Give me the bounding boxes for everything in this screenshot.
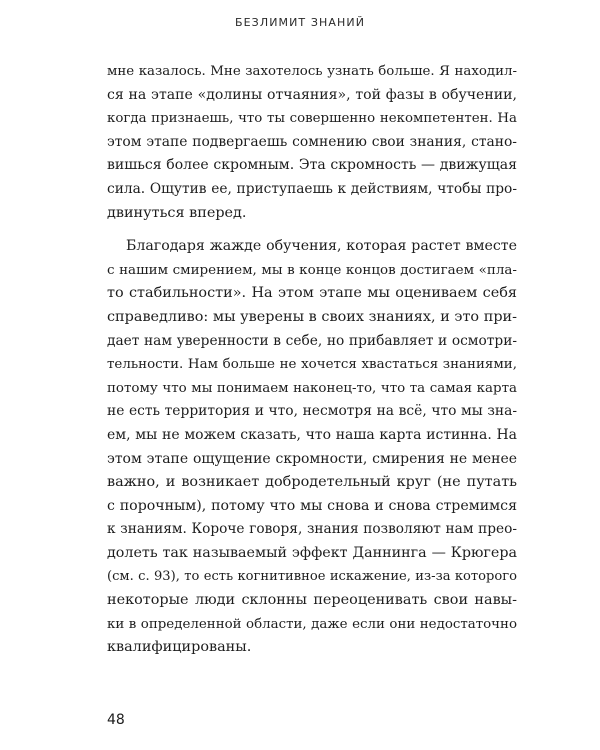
text-line: дает нам уверенности в себе, но прибавляет и осмотри-	[107, 332, 517, 349]
text-line: ем, мы не можем сказать, что наша карта истинна. На	[107, 426, 517, 443]
running-header: БЕЗЛИМИТ ЗНАНИЙ	[234, 16, 366, 29]
text-line: двинуться вперед.	[107, 204, 247, 221]
text-line: не есть территория и что, несмотря на всё, что мы зна-	[107, 403, 517, 420]
text-line: Благодаря жажде обучения, которая растет вместе	[126, 238, 517, 255]
text-line: справедливо: мы уверены в своих знаниях, и это при-	[107, 308, 517, 325]
text-line: тельности. Нам больше не хочется хвастаться знаниями,	[107, 357, 517, 373]
text-line: некоторые люди склонны переоценивать свои навы-	[107, 592, 517, 609]
text-line: квалифицированы.	[107, 639, 252, 656]
text-line: этом этапе подвергаешь сомнению свои знания, стано-	[107, 133, 517, 150]
body-text	[107, 60, 517, 660]
text-line: потому что мы понимаем наконец-то, что та самая карта	[107, 380, 517, 396]
text-line: ся на этапе «долины отчаяния», той фазы в обучении,	[107, 86, 517, 103]
text-line: (см. с. 93), то есть когнитивное искажение, из-за которого	[107, 569, 517, 585]
text-line: ки в определенной области, даже если они недостаточно	[107, 616, 517, 632]
text-line: важно, и возникает добродетельный круг (не путать	[107, 474, 517, 491]
text-line: этом этапе ощущение скромности, смирения не менее	[107, 450, 517, 467]
text-line: с нашим смирением, мы в конце концов достигаем «пла-	[107, 261, 517, 278]
text-line: сила. Ощутив ее, приступаешь к действиям, чтобы про-	[107, 180, 517, 197]
text-line: когда признаешь, что ты совершенно некомпетентен. На	[107, 111, 517, 127]
text-line: к знаниям. Короче говоря, знания позволяют нам прео-	[107, 521, 517, 538]
text-line: с порочным), потому что мы снова и снова стремимся	[107, 497, 517, 514]
page-number: 48	[107, 712, 125, 728]
text-line: вишься более скромным. Эта скромность — движущая	[107, 157, 517, 174]
text-line: долеть так называемый эффект Даннинга — Крюгера	[107, 544, 517, 561]
text-line: мне казалось. Мне захотелось узнать больше. Я находил-	[107, 64, 517, 79]
paragraph-gap	[107, 225, 517, 235]
text-line: то стабильности». На этом этапе мы оцениваем себя	[107, 285, 517, 302]
